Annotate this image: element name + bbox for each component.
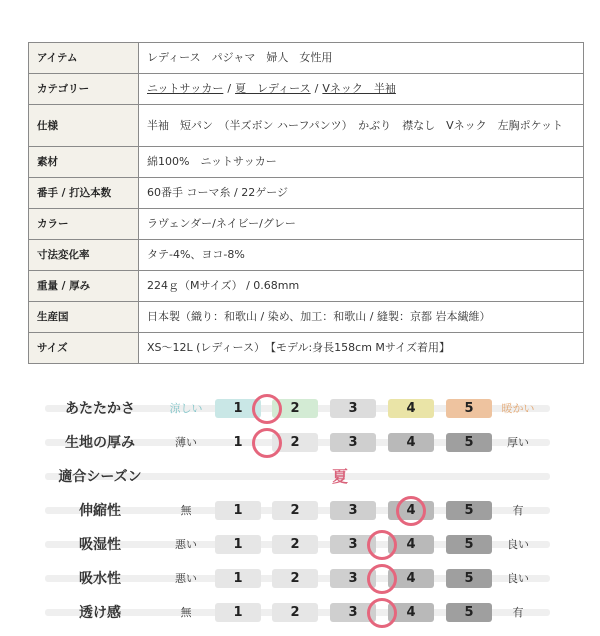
spec-label: 重量 / 厚み — [29, 271, 139, 302]
spec-row-color — [29, 209, 584, 240]
category-link-knit-sucker[interactable]: ニットサッカー — [147, 82, 224, 95]
rating-cell-2: 2 — [272, 603, 318, 622]
rating-low-label: 無 — [180, 606, 192, 619]
spec-row-material — [29, 147, 584, 178]
spec-label: 素材 — [29, 147, 139, 178]
rating-cell-5: 5 — [446, 569, 492, 588]
rating-cell-2: 2 — [272, 433, 318, 452]
rating-label: 透け感 — [79, 605, 121, 621]
spec-value: ラヴェンダー/ネイビー/グレー — [139, 209, 584, 240]
rating-cell-4: 4 — [388, 535, 434, 554]
spec-row-size — [29, 333, 584, 364]
rating-high-label: 有 — [512, 504, 524, 517]
season-value: 夏 — [331, 467, 348, 486]
category-links — [139, 74, 584, 105]
rating-high-label: 有 — [512, 606, 524, 619]
rating-cell-1: 1 — [233, 435, 243, 450]
category-link-vneck-short-sleeve[interactable]: Vネック 半袖 — [322, 82, 396, 95]
rating-row-warmth — [0, 392, 600, 426]
rating-high-label: 良い — [507, 538, 529, 551]
rating-marker-circle — [367, 564, 397, 594]
spec-row-shrinkage — [29, 240, 584, 271]
rating-label: 伸縮性 — [79, 503, 121, 519]
spec-value: XS～12L (レディース） 【モデル:身長158cm Mサイズ着用】 — [139, 333, 584, 364]
rating-cell-2: 2 — [272, 569, 318, 588]
rating-cell-3: 3 — [330, 603, 376, 622]
rating-cell-2: 2 — [272, 501, 318, 520]
rating-row-stretch — [0, 494, 600, 528]
spec-value: レディース パジャマ 婦人 女性用 — [139, 43, 584, 74]
link-separator: / — [314, 82, 319, 95]
rating-high-label: 良い — [507, 572, 529, 585]
rating-cell-4: 4 — [388, 399, 434, 418]
rating-cell-1: 1 — [215, 501, 261, 520]
rating-low-label: 悪い — [175, 572, 197, 585]
spec-row-yarn — [29, 178, 584, 209]
rating-cell-2: 2 — [272, 399, 318, 418]
spec-label: 仕様 — [29, 105, 139, 147]
rating-low-label: 薄い — [175, 436, 197, 449]
spec-label: カラー — [29, 209, 139, 240]
rating-cell-3: 3 — [330, 433, 376, 452]
rating-high-label: 暖かい — [501, 402, 535, 415]
rating-row-water-absorption — [0, 562, 600, 596]
spec-row-weight — [29, 271, 584, 302]
rating-cell-3: 3 — [330, 569, 376, 588]
rating-cell-2: 2 — [272, 535, 318, 554]
rating-cell-4: 4 — [388, 501, 434, 520]
rating-marker-circle — [367, 530, 397, 560]
rating-cell-3: 3 — [330, 501, 376, 520]
rating-row-moisture-absorption — [0, 528, 600, 562]
rating-cell-5: 5 — [446, 501, 492, 520]
rating-cell-1: 1 — [215, 603, 261, 622]
spec-value: タテ-4%、ヨコ-8% — [139, 240, 584, 271]
spec-table — [28, 42, 584, 364]
link-separator: / — [227, 82, 232, 95]
rating-cell-5: 5 — [446, 433, 492, 452]
rating-cell-3: 3 — [330, 535, 376, 554]
rating-cell-5: 5 — [446, 535, 492, 554]
rating-label: あたたかさ — [65, 401, 135, 417]
spec-label: アイテム — [29, 43, 139, 74]
spec-row-item — [29, 43, 584, 74]
rating-chart — [0, 388, 600, 628]
rating-cell-5: 5 — [446, 399, 492, 418]
rating-label: 吸湿性 — [79, 537, 121, 553]
spec-label: 生産国 — [29, 302, 139, 333]
category-link-summer-ladies[interactable]: 夏 レディース — [235, 82, 311, 95]
rating-row-season — [0, 460, 600, 494]
spec-row-origin — [29, 302, 584, 333]
rating-label: 生地の厚み — [65, 435, 135, 451]
rating-cell-4: 4 — [388, 603, 434, 622]
rating-cell-5: 5 — [446, 603, 492, 622]
rating-low-label: 悪い — [175, 538, 197, 551]
spec-label: 番手 / 打込本数 — [29, 178, 139, 209]
spec-row-category — [29, 74, 584, 105]
spec-value: 60番手 コーマ糸 / 22ゲージ — [139, 178, 584, 209]
rating-cell-4: 4 — [388, 569, 434, 588]
rating-marker-circle — [252, 428, 282, 458]
spec-value: 224ｇ（Mサイズ） / 0.68mm — [139, 271, 584, 302]
rating-cell-4: 4 — [388, 433, 434, 452]
spec-value: 日本製（織り：和歌山 / 染め、加工：和歌山 / 縫製：京都 岩本繊維） — [139, 302, 584, 333]
rating-row-transparency — [0, 596, 600, 630]
spec-value: 半袖 短パン （半ズボン ハーフパンツ） かぶり 襟なし Vネック 左胸ポケット — [139, 105, 584, 147]
spec-value: 綿100% ニットサッカー — [139, 147, 584, 178]
spec-label: カテゴリー — [29, 74, 139, 105]
rating-high-label: 厚い — [507, 436, 529, 449]
rating-cell-1: 1 — [215, 535, 261, 554]
rating-marker-circle — [252, 394, 282, 424]
rating-cell-3: 3 — [330, 399, 376, 418]
rating-row-thickness — [0, 426, 600, 460]
spec-label: 寸法変化率 — [29, 240, 139, 271]
rating-label: 適合シーズン — [58, 469, 142, 485]
rating-marker-circle — [367, 598, 397, 628]
rating-marker-circle — [396, 496, 426, 526]
rating-label: 吸水性 — [79, 571, 121, 587]
rating-cell-1: 1 — [215, 569, 261, 588]
spec-row-spec — [29, 105, 584, 147]
rating-low-label: 無 — [180, 504, 192, 517]
rating-cell-1: 1 — [215, 399, 261, 418]
rating-low-label: 涼しい — [169, 402, 203, 415]
spec-label: サイズ — [29, 333, 139, 364]
